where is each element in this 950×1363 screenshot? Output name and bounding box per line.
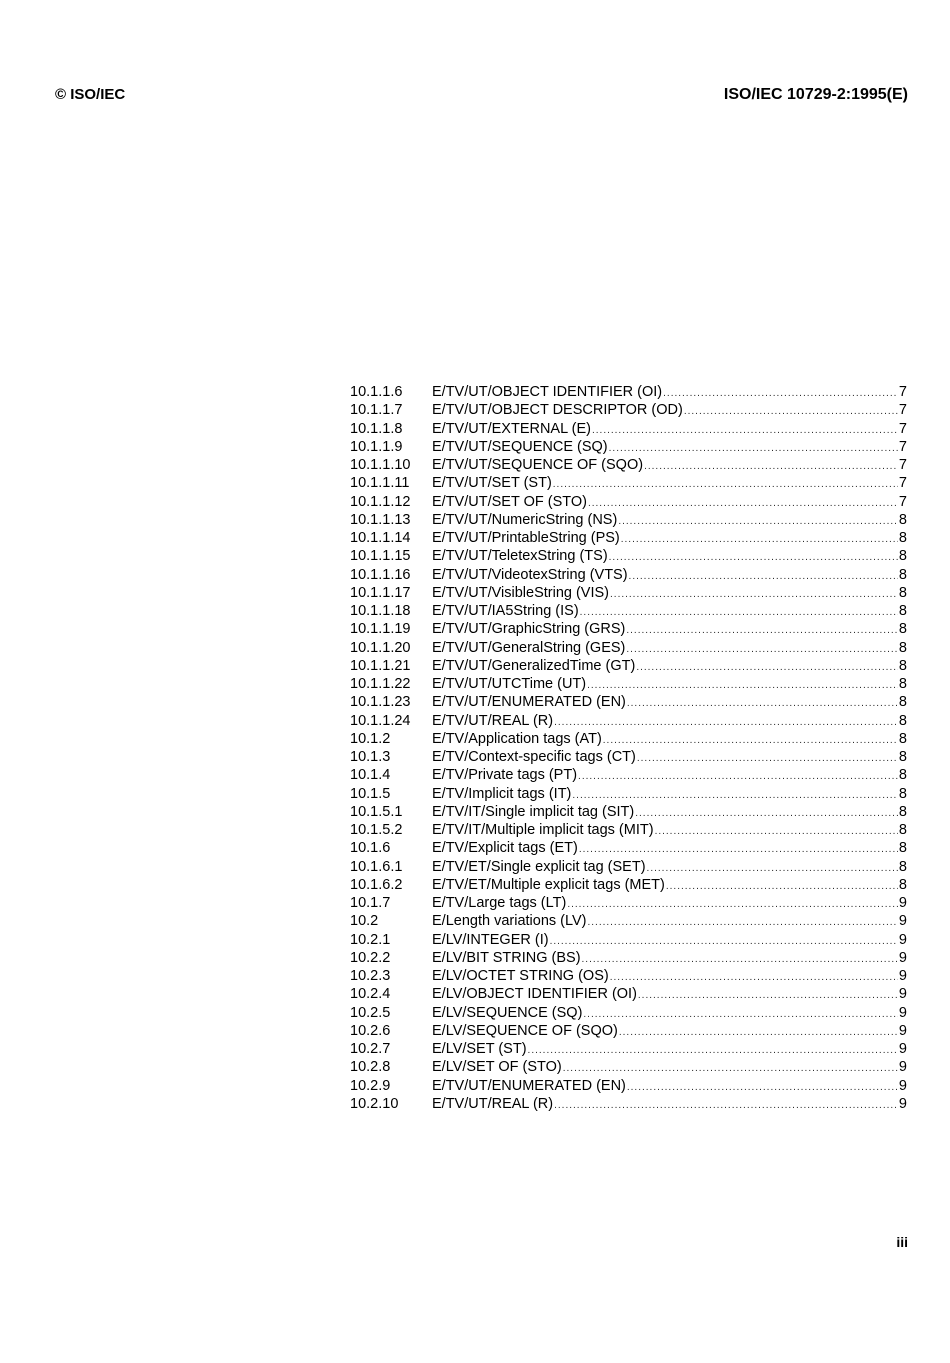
toc-entry-title: E/TV/UT/ENUMERATED (EN) (432, 694, 626, 711)
toc-entry[interactable] (350, 438, 907, 456)
toc-dot-leader (663, 385, 898, 403)
toc-entry[interactable] (350, 730, 907, 748)
toc-entry-page: 8 (898, 657, 907, 674)
toc-entry-title: E/TV/UT/UTCTime (UT) (432, 676, 587, 692)
toc-entry-title: E/TV/UT/REAL (R) (432, 712, 554, 729)
toc-entry-number: 10.1.1.21 (350, 657, 411, 674)
toc-entry-number: 10.1.1.10 (350, 457, 411, 473)
toc-entry-page: 8 (898, 803, 907, 820)
toc-dot-leader (647, 860, 898, 878)
toc-entry-title: E/LV/SET OF (STO) (432, 1059, 562, 1076)
toc-entry[interactable] (350, 620, 907, 638)
toc-entry-page: 8 (898, 749, 907, 765)
toc-entry-number: 10.2.3 (350, 968, 391, 984)
toc-entry-number: 10.1.1.17 (350, 584, 411, 601)
toc-dot-leader (626, 641, 898, 659)
toc-entry-page: 8 (898, 712, 907, 729)
toc-entry-page: 8 (898, 730, 907, 747)
toc-entry[interactable] (350, 1004, 907, 1022)
toc-entry-number: 10.2.6 (350, 1022, 391, 1039)
toc-entry-number: 10.2 (350, 913, 379, 930)
toc-entry-title: E/TV/UT/OBJECT DESCRIPTOR (OD) (432, 402, 683, 419)
toc-entry-title: E/TV/ET/Multiple explicit tags (MET) (432, 876, 665, 893)
toc-dot-leader (627, 695, 898, 713)
toc-entry-title: E/TV/Private tags (PT) (432, 767, 578, 784)
toc-entry-page: 9 (898, 949, 907, 966)
header-copyright: © ISO/IEC (55, 86, 126, 103)
toc-entry-title: E/TV/UT/TeletexString (TS) (432, 548, 608, 565)
toc-entry-number: 10.1.1.16 (350, 566, 411, 583)
toc-entry-page: 9 (898, 1077, 907, 1094)
toc-dot-leader (655, 823, 898, 841)
toc-entry[interactable] (350, 712, 907, 730)
toc-entry-number: 10.1.5.1 (350, 803, 403, 820)
toc-entry[interactable] (350, 456, 907, 474)
toc-entry[interactable] (350, 931, 907, 949)
toc-entry[interactable] (350, 529, 907, 547)
toc-entry-number: 10.2.4 (350, 986, 391, 1003)
toc-entry-number: 10.1.6.2 (350, 876, 403, 893)
toc-entry[interactable] (350, 803, 907, 821)
toc-entry[interactable] (350, 1040, 907, 1058)
toc-entry-page: 8 (898, 548, 907, 565)
toc-entry-number: 10.1.6.1 (350, 858, 403, 875)
toc-entry-page: 8 (898, 530, 907, 546)
toc-entry-title: E/TV/UT/EXTERNAL (E) (432, 420, 591, 437)
toc-dot-leader (582, 951, 898, 969)
toc-entry-page: 8 (898, 876, 907, 893)
toc-dot-leader (528, 1042, 898, 1060)
toc-entry[interactable] (350, 894, 907, 912)
toc-entry-number: 10.1.1.13 (350, 511, 411, 528)
toc-dot-leader (554, 1097, 898, 1115)
toc-entry-page: 8 (898, 694, 907, 711)
toc-entry-title: E/TV/UT/SEQUENCE OF (SQO) (432, 457, 644, 473)
toc-entry-title: E/TV/Implicit tags (IT) (432, 785, 572, 802)
toc-dot-leader (684, 403, 898, 421)
toc-entry[interactable] (350, 949, 907, 967)
toc-dot-leader (666, 878, 898, 896)
toc-entry-number: 10.1.1.18 (350, 603, 411, 619)
toc-dot-leader (583, 1006, 898, 1024)
toc-entry-page: 9 (898, 913, 907, 930)
toc-entry-title: E/TV/UT/PrintableString (PS) (432, 530, 620, 546)
toc-entry-number: 10.1.1.22 (350, 676, 411, 692)
toc-entry-title: E/TV/IT/Multiple implicit tags (MIT) (432, 822, 654, 838)
toc-entry-number: 10.1.1.19 (350, 621, 411, 638)
toc-entry[interactable] (350, 584, 907, 602)
toc-dot-leader (638, 987, 898, 1005)
toc-entry-page: 9 (898, 895, 907, 911)
toc-entry-number: 10.1.1.8 (350, 420, 403, 437)
toc-dot-leader (619, 1024, 898, 1042)
table-of-contents (350, 383, 907, 1113)
toc-dot-leader (629, 568, 898, 586)
toc-dot-leader (626, 622, 898, 640)
toc-entry-number: 10.1.1.20 (350, 639, 411, 656)
toc-entry-title: E/TV/UT/GraphicString (GRS) (432, 621, 626, 638)
toc-entry-number: 10.1.7 (350, 895, 391, 911)
toc-entry[interactable] (350, 511, 907, 529)
toc-entry-title: E/TV/Application tags (AT) (432, 730, 602, 747)
toc-entry-number: 10.1.1.7 (350, 402, 403, 419)
toc-dot-leader (637, 750, 898, 768)
toc-entry-number: 10.1.1.9 (350, 438, 403, 455)
toc-entry-page: 8 (898, 566, 907, 583)
toc-entry-title: E/LV/SET (ST) (432, 1041, 527, 1057)
page-number: iii (896, 1234, 908, 1250)
toc-entry[interactable] (350, 401, 907, 419)
toc-entry-page: 7 (898, 475, 907, 492)
toc-entry-page: 7 (898, 457, 907, 473)
toc-dot-leader (636, 659, 898, 677)
toc-entry-page: 8 (898, 767, 907, 784)
toc-dot-leader (587, 914, 897, 932)
toc-entry-title: E/TV/UT/SEQUENCE (SQ) (432, 438, 608, 455)
toc-entry-page: 8 (898, 511, 907, 528)
toc-dot-leader (635, 805, 898, 823)
toc-entry[interactable] (350, 876, 907, 894)
toc-entry-title: E/TV/UT/IA5String (IS) (432, 603, 579, 619)
toc-entry-title: E/TV/UT/REAL (R) (432, 1095, 554, 1112)
toc-entry[interactable] (350, 985, 907, 1003)
toc-entry[interactable] (350, 821, 907, 839)
toc-entry[interactable] (350, 493, 907, 511)
toc-dot-leader (610, 586, 898, 604)
toc-entry-page: 9 (898, 1059, 907, 1076)
toc-entry-title: E/LV/OCTET STRING (OS) (432, 968, 609, 984)
toc-entry-number: 10.1.2 (350, 730, 391, 747)
toc-entry-number: 10.1.1.24 (350, 712, 411, 729)
toc-entry[interactable] (350, 912, 907, 930)
toc-dot-leader (553, 476, 898, 494)
toc-entry-page: 9 (898, 1022, 907, 1039)
toc-entry-title: E/TV/UT/GeneralString (GES) (432, 639, 626, 656)
toc-entry-page: 8 (898, 858, 907, 875)
toc-entry-page: 8 (898, 603, 907, 619)
toc-entry-page: 8 (898, 785, 907, 802)
toc-entry-page: 8 (898, 840, 907, 857)
toc-entry-title: E/LV/BIT STRING (BS) (432, 949, 581, 966)
toc-entry-number: 10.1.3 (350, 749, 391, 765)
toc-entry-number: 10.1.1.15 (350, 548, 411, 565)
toc-entry-title: E/TV/Large tags (LT) (432, 895, 567, 911)
toc-entry-number: 10.1.4 (350, 767, 391, 784)
toc-entry[interactable] (350, 657, 907, 675)
toc-entry-title: E/LV/SEQUENCE (SQ) (432, 1004, 583, 1021)
toc-entry[interactable] (350, 566, 907, 584)
toc-entry[interactable] (350, 858, 907, 876)
toc-entry[interactable] (350, 1095, 907, 1113)
toc-entry[interactable] (350, 839, 907, 857)
toc-entry-title: E/TV/Context-specific tags (CT) (432, 749, 636, 765)
toc-dot-leader (550, 933, 898, 951)
toc-entry-title: E/TV/UT/VisibleString (VIS) (432, 584, 610, 601)
toc-entry-title: E/TV/Explicit tags (ET) (432, 840, 578, 857)
toc-dot-leader (618, 513, 898, 531)
toc-entry-title: E/LV/SEQUENCE OF (SQO) (432, 1022, 618, 1039)
toc-entry[interactable] (350, 639, 907, 657)
toc-entry-page: 9 (898, 986, 907, 1003)
toc-entry-page: 8 (898, 621, 907, 638)
toc-entry-number: 10.1.5.2 (350, 822, 403, 838)
toc-entry[interactable] (350, 602, 907, 620)
toc-entry-page: 8 (898, 676, 907, 692)
toc-dot-leader (587, 677, 898, 695)
toc-entry-page: 9 (898, 968, 907, 984)
toc-dot-leader (592, 422, 898, 440)
toc-entry-title: E/TV/UT/SET (ST) (432, 475, 552, 492)
toc-entry-number: 10.2.8 (350, 1059, 391, 1076)
toc-entry-number: 10.1.1.6 (350, 384, 403, 400)
toc-entry-title: E/TV/UT/ENUMERATED (EN) (432, 1077, 626, 1094)
toc-entry-page: 8 (898, 584, 907, 601)
toc-dot-leader (644, 458, 898, 476)
toc-entry-number: 10.1.1.14 (350, 530, 411, 546)
toc-entry[interactable] (350, 1058, 907, 1076)
toc-entry-title: E/LV/INTEGER (I) (432, 931, 549, 948)
toc-dot-leader (609, 440, 898, 458)
toc-entry[interactable] (350, 547, 907, 565)
toc-entry-number: 10.2.10 (350, 1095, 399, 1112)
toc-dot-leader (580, 604, 898, 622)
toc-entry-page: 7 (898, 438, 907, 455)
toc-entry-number: 10.1.5 (350, 785, 391, 802)
toc-entry-title: E/TV/UT/OBJECT IDENTIFIER (OI) (432, 384, 663, 400)
toc-entry-title: E/TV/UT/NumericString (NS) (432, 511, 618, 528)
toc-entry-number: 10.2.1 (350, 931, 391, 948)
toc-entry-number: 10.2.9 (350, 1077, 391, 1094)
toc-entry[interactable] (350, 785, 907, 803)
toc-entry-page: 7 (898, 402, 907, 419)
toc-entry[interactable] (350, 420, 907, 438)
toc-entry-page: 9 (898, 1095, 907, 1112)
toc-entry-page: 9 (898, 1041, 907, 1057)
toc-entry-title: E/TV/ET/Single explicit tag (SET) (432, 858, 646, 875)
toc-entry[interactable] (350, 766, 907, 784)
toc-entry[interactable] (350, 748, 907, 766)
toc-dot-leader (554, 714, 898, 732)
toc-entry[interactable] (350, 383, 907, 401)
toc-dot-leader (621, 531, 898, 549)
toc-entry-title: E/TV/UT/VideotexString (VTS) (432, 566, 628, 583)
toc-dot-leader (627, 1079, 898, 1097)
toc-dot-leader (610, 969, 898, 987)
toc-entry-number: 10.1.1.12 (350, 493, 411, 510)
toc-dot-leader (567, 896, 898, 914)
toc-entry[interactable] (350, 1077, 907, 1095)
toc-entry-title: E/TV/UT/SET OF (STO) (432, 493, 587, 510)
toc-entry-page: 8 (898, 822, 907, 838)
toc-entry-page: 9 (898, 1004, 907, 1021)
toc-entry[interactable] (350, 693, 907, 711)
header-document-id: ISO/IEC 10729-2:1995(E) (723, 86, 908, 103)
toc-entry-page: 7 (898, 420, 907, 437)
toc-entry-title: E/TV/IT/Single implicit tag (SIT) (432, 803, 635, 820)
toc-entry-number: 10.1.1.23 (350, 694, 411, 711)
toc-entry-page: 7 (898, 493, 907, 510)
toc-entry-page: 7 (898, 384, 907, 400)
toc-entry[interactable] (350, 474, 907, 492)
toc-entry-title: E/Length variations (LV) (432, 913, 587, 930)
toc-entry-number: 10.2.5 (350, 1004, 391, 1021)
toc-entry-number: 10.2.7 (350, 1041, 391, 1057)
toc-dot-leader (578, 768, 898, 786)
toc-entry-number: 10.2.2 (350, 949, 391, 966)
toc-dot-leader (609, 549, 898, 567)
toc-entry-title: E/LV/OBJECT IDENTIFIER (OI) (432, 986, 637, 1003)
toc-entry-number: 10.1.6 (350, 840, 391, 857)
toc-entry-page: 9 (898, 931, 907, 948)
toc-entry[interactable] (350, 675, 907, 693)
toc-entry-number: 10.1.1.11 (350, 475, 410, 492)
toc-entry-title: E/TV/UT/GeneralizedTime (GT) (432, 657, 636, 674)
toc-dot-leader (603, 732, 898, 750)
toc-entry[interactable] (350, 1022, 907, 1040)
toc-entry[interactable] (350, 967, 907, 985)
toc-entry-page: 8 (898, 639, 907, 656)
toc-dot-leader (588, 495, 898, 513)
